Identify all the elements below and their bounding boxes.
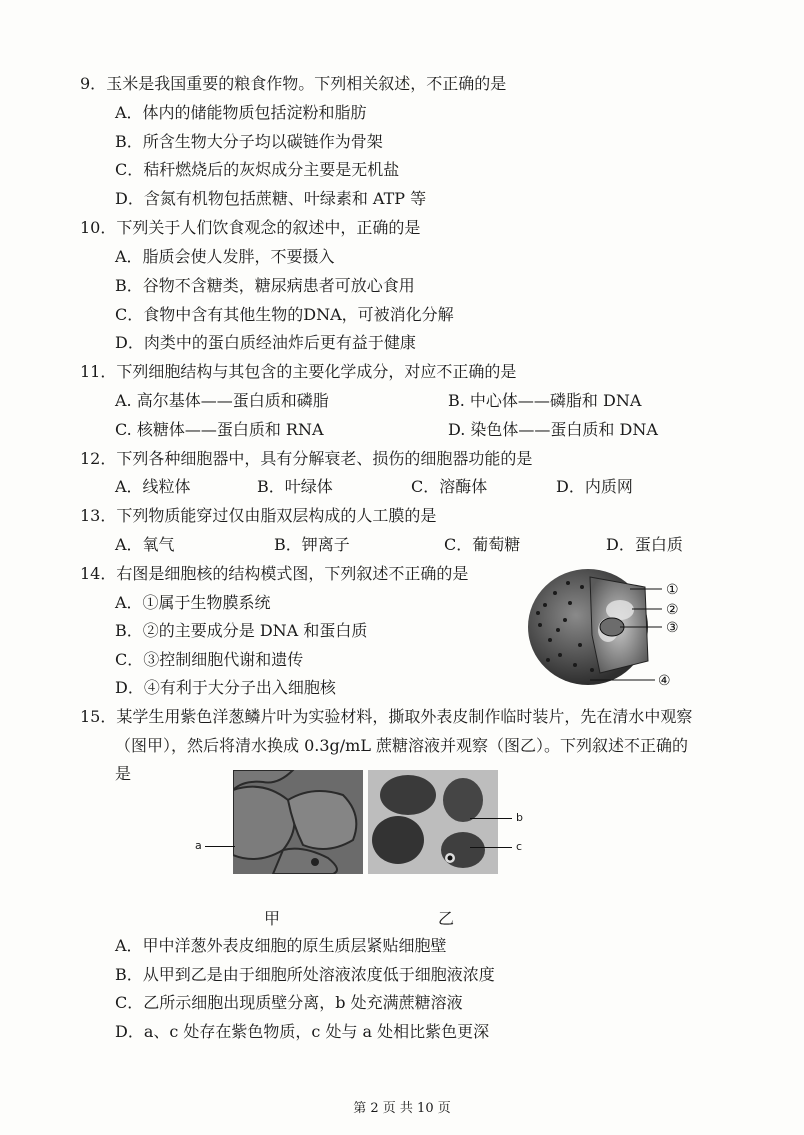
page-footer: 第 2 页 共 10 页 — [353, 1101, 451, 1116]
q13-stem — [80, 506, 436, 526]
caption-yi: 乙 — [438, 909, 455, 928]
label-1: ① — [666, 582, 679, 598]
q9-option-b: B．所含生物大分子均以碳链作为骨架 — [115, 132, 383, 151]
q10-option-c: C．食物中含有其他生物的DNA，可被消化分解 — [115, 305, 454, 324]
q12-stem — [80, 449, 532, 469]
label-4: ④ — [658, 673, 671, 689]
q15-option-b: B．从甲到乙是由于细胞所处溶液浓度低于细胞液浓度 — [115, 965, 495, 984]
q10-stem — [80, 218, 420, 238]
q10-text: 下列关于人们饮食观念的叙述中，正确的是 — [116, 218, 421, 237]
label-b: b — [516, 811, 523, 824]
photo-jia — [233, 770, 363, 874]
q9-text: 玉米是我国重要的粮食作物。下列相关叙述，不正确的是 — [106, 74, 507, 93]
nucleus-diagram-svg — [520, 565, 710, 695]
q11-text: 下列细胞结构与其包含的主要化学成分，对应不正确的是 — [116, 362, 517, 381]
q10-option-a: A．脂质会使人发胖，不要摄入 — [115, 247, 335, 266]
q14-text: 右图是细胞核的结构模式图，下列叙述不正确的是 — [116, 564, 469, 583]
q11-option-d: D. 染色体——蛋白质和 DNA — [448, 420, 658, 439]
q15-stem-line-1 — [80, 707, 692, 727]
q14-number: 14． — [80, 564, 117, 583]
q10-option-d: D．肉类中的蛋白质经油炸后更有益于健康 — [115, 333, 416, 352]
q12-text: 下列各种细胞器中，具有分解衰老、损伤的细胞器功能的是 — [116, 449, 533, 468]
label-c: c — [516, 840, 523, 853]
q15-stem-line-3: 是 — [115, 764, 132, 783]
q12-option-a: A．线粒体 — [115, 477, 191, 496]
pointer-a — [205, 846, 235, 847]
q14-option-c: C．③控制细胞代谢和遗传 — [115, 650, 304, 669]
q11-number: 11． — [80, 362, 117, 381]
q11-option-c: C. 核糖体——蛋白质和 RNA — [115, 420, 324, 439]
caption-jia: 甲 — [264, 909, 281, 928]
q9-option-d: D．含氮有机物包括蔗糖、叶绿素和 ATP 等 — [115, 189, 427, 208]
pointer-b — [470, 818, 512, 819]
label-a: a — [195, 839, 202, 852]
q13-option-b: B．钾离子 — [274, 535, 350, 554]
q15-number: 15． — [80, 707, 117, 726]
q15-text-1: 某学生用紫色洋葱鳞片叶为实验材料，撕取外表皮制作临时装片，先在清水中观察 — [116, 707, 693, 726]
q15-option-a: A．甲中洋葱外表皮细胞的原生质层紧贴细胞壁 — [115, 936, 447, 955]
q15-stem-line-2: （图甲），然后将清水换成 0.3g/mL 蔗糖溶液并观察（图乙）。下列叙述不正确的 — [115, 736, 689, 755]
q11-option-a: A. 高尔基体——蛋白质和磷脂 — [115, 391, 329, 410]
q15-option-d: D．a、c 处存在紫色物质，c 处与 a 处相比紫色更深 — [115, 1022, 490, 1041]
q13-option-c: C．葡萄糖 — [444, 535, 521, 554]
q11-stem — [80, 362, 516, 382]
chromatin-patch — [606, 600, 634, 620]
q13-number: 13． — [80, 506, 117, 525]
q13-option-d: D．蛋白质 — [606, 535, 683, 554]
q9-option-a: A．体内的储能物质包括淀粉和脂肪 — [115, 103, 367, 122]
q12-option-c: C．溶酶体 — [411, 477, 488, 496]
photo-yi — [368, 770, 498, 874]
q10-number: 10． — [80, 218, 117, 237]
q14-option-d: D．④有利于大分子出入细胞核 — [115, 678, 336, 697]
q12-option-d: D．内质网 — [556, 477, 633, 496]
q11-option-b: B. 中心体——磷脂和 DNA — [448, 391, 642, 410]
q14-stem — [80, 564, 468, 584]
q9-number: 9． — [80, 74, 107, 93]
q9-option-c: C．秸秆燃烧后的灰烬成分主要是无机盐 — [115, 160, 400, 179]
q12-number: 12． — [80, 449, 117, 468]
nucleus-diagram — [520, 565, 710, 695]
q13-text: 下列物质能穿过仅由脂双层构成的人工膜的是 — [116, 506, 437, 525]
label-2: ② — [666, 602, 679, 618]
label-3: ③ — [666, 620, 679, 636]
pointer-c — [470, 847, 512, 848]
q14-option-a: A．①属于生物膜系统 — [115, 593, 271, 612]
q12-option-b: B．叶绿体 — [257, 477, 333, 496]
q9-stem — [80, 74, 506, 94]
q10-option-b: B．谷物不含糖类，糖尿病患者可放心食用 — [115, 276, 415, 295]
q14-option-b: B．②的主要成分是 DNA 和蛋白质 — [115, 621, 368, 640]
q13-option-a: A．氧气 — [115, 535, 175, 554]
q15-option-c: C．乙所示细胞出现质壁分离，b 处充满蔗糖溶液 — [115, 993, 463, 1012]
